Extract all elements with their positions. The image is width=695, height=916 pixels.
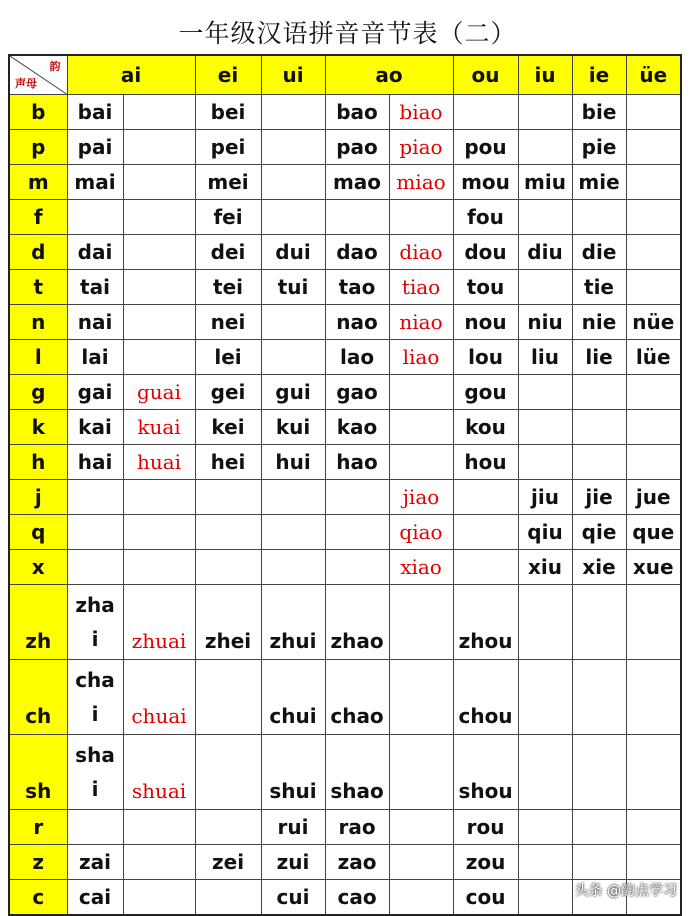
- syllable-cell: [626, 200, 681, 235]
- syllable-cell: [572, 585, 626, 660]
- syllable-cell: pai: [67, 130, 123, 165]
- syllable-cell: mei: [195, 165, 261, 200]
- syllable-cell: [325, 200, 389, 235]
- initial-cell: ch: [9, 660, 67, 735]
- table-row: [9, 585, 681, 660]
- initial-cell: p: [9, 130, 67, 165]
- syllable-cell: kao: [325, 410, 389, 445]
- syllable-cell: hou: [453, 445, 518, 480]
- page-title: 一年级汉语拼音音节表（二）: [178, 19, 517, 48]
- syllable-cell: tou: [453, 270, 518, 305]
- final-header: üe: [626, 55, 681, 95]
- syllable-cell: [123, 270, 195, 305]
- syllable-cell: [518, 845, 572, 880]
- syllable-cell: shui: [261, 735, 325, 810]
- syllable-cell: dou: [453, 235, 518, 270]
- syllable-cell: zou: [453, 845, 518, 880]
- syllable-cell: [389, 660, 453, 735]
- syllable-cell: niu: [518, 305, 572, 340]
- syllable-cell: die: [572, 235, 626, 270]
- syllable-cell: kui: [261, 410, 325, 445]
- syllable-cell: kei: [195, 410, 261, 445]
- syllable-cell: lou: [453, 340, 518, 375]
- syllable-cell: [123, 200, 195, 235]
- syllable-cell: [261, 305, 325, 340]
- syllable-cell: [626, 660, 681, 735]
- initial-cell: k: [9, 410, 67, 445]
- syllable-cell: qie: [572, 515, 626, 550]
- initial-cell: sh: [9, 735, 67, 810]
- syllable-cell: [67, 550, 123, 585]
- syllable-cell: dui: [261, 235, 325, 270]
- syllable-cell: nai: [67, 305, 123, 340]
- syllable-cell: [389, 735, 453, 810]
- syllable-cell: [572, 845, 626, 880]
- syllable-cell: xiao: [389, 550, 453, 585]
- corner-cell: [9, 55, 67, 95]
- syllable-cell: [67, 660, 123, 735]
- syllable-cell: shao: [325, 735, 389, 810]
- syllable-cell: lao: [325, 340, 389, 375]
- syllable-cell: bai: [67, 95, 123, 130]
- initial-cell: l: [9, 340, 67, 375]
- initial-cell: q: [9, 515, 67, 550]
- syllable-cell: zui: [261, 845, 325, 880]
- syllable-cell: [518, 735, 572, 810]
- syllable-cell: rui: [261, 810, 325, 845]
- syllable-cell: dao: [325, 235, 389, 270]
- syllable-cell: kuai: [123, 410, 195, 445]
- syllable-cell: miu: [518, 165, 572, 200]
- initial-cell: b: [9, 95, 67, 130]
- initial-cell: x: [9, 550, 67, 585]
- syllable-cell: dai: [67, 235, 123, 270]
- syllable-cell: [123, 305, 195, 340]
- syllable-cell: [195, 550, 261, 585]
- syllable-cell: [123, 130, 195, 165]
- table-row: [9, 95, 681, 130]
- final-header: ie: [572, 55, 626, 95]
- table-row: [9, 200, 681, 235]
- syllable-cell: [261, 165, 325, 200]
- syllable-cell: [123, 340, 195, 375]
- syllable-cell: hui: [261, 445, 325, 480]
- syllable-cell: [572, 410, 626, 445]
- syllable-cell: [518, 130, 572, 165]
- syllable-cell: hao: [325, 445, 389, 480]
- table-row: [9, 810, 681, 845]
- syllable-cell: [261, 130, 325, 165]
- initial-cell: m: [9, 165, 67, 200]
- table-row: [9, 305, 681, 340]
- final-header: ei: [195, 55, 261, 95]
- syllable-cell: piao: [389, 130, 453, 165]
- syllable-cell: [67, 200, 123, 235]
- syllable-cell: [626, 810, 681, 845]
- syllable-cell: [626, 735, 681, 810]
- syllable-cell: [518, 585, 572, 660]
- table-row: [9, 550, 681, 585]
- table-body: [9, 95, 681, 916]
- syllable-cell: pei: [195, 130, 261, 165]
- syllable-cell: cou: [453, 880, 518, 916]
- syllable-part: i: [91, 627, 99, 651]
- syllable-cell: [572, 810, 626, 845]
- syllable-cell: [389, 585, 453, 660]
- syllable-cell: [67, 585, 123, 660]
- syllable-cell: diao: [389, 235, 453, 270]
- syllable-cell: [518, 200, 572, 235]
- final-header: ui: [261, 55, 325, 95]
- syllable-cell: cui: [261, 880, 325, 916]
- syllable-cell: cao: [325, 880, 389, 916]
- syllable-cell: xie: [572, 550, 626, 585]
- syllable-cell: [195, 480, 261, 515]
- syllable-cell: zao: [325, 845, 389, 880]
- syllable-cell: fei: [195, 200, 261, 235]
- syllable-cell: huai: [123, 445, 195, 480]
- syllable-cell: lei: [195, 340, 261, 375]
- syllable-cell: [389, 445, 453, 480]
- syllable-cell: tai: [67, 270, 123, 305]
- syllable-cell: jue: [626, 480, 681, 515]
- syllable-cell: [453, 515, 518, 550]
- syllable-cell: xue: [626, 550, 681, 585]
- syllable-cell: [453, 550, 518, 585]
- syllable-cell: [195, 735, 261, 810]
- syllable-cell: [261, 550, 325, 585]
- syllable-cell: tui: [261, 270, 325, 305]
- syllable-cell: zhao: [325, 585, 389, 660]
- syllable-table: [8, 54, 682, 916]
- initial-cell: g: [9, 375, 67, 410]
- syllable-cell: fou: [453, 200, 518, 235]
- table-row: [9, 340, 681, 375]
- syllable-cell: gou: [453, 375, 518, 410]
- syllable-cell: shou: [453, 735, 518, 810]
- syllable-cell: [389, 410, 453, 445]
- syllable-cell: [67, 515, 123, 550]
- syllable-cell: [518, 810, 572, 845]
- syllable-cell: [626, 375, 681, 410]
- table-row: [9, 165, 681, 200]
- table-row: [9, 735, 681, 810]
- syllable-cell: [518, 375, 572, 410]
- syllable-cell: [123, 480, 195, 515]
- syllable-cell: [518, 660, 572, 735]
- syllable-cell: [195, 515, 261, 550]
- syllable-cell: [572, 735, 626, 810]
- syllable-cell: chao: [325, 660, 389, 735]
- syllable-cell: tiao: [389, 270, 453, 305]
- syllable-cell: [626, 845, 681, 880]
- syllable-cell: lie: [572, 340, 626, 375]
- syllable-cell: [123, 235, 195, 270]
- syllable-cell: shuai: [123, 735, 195, 810]
- header-row: [9, 55, 681, 95]
- syllable-cell: [626, 270, 681, 305]
- syllable-cell: niao: [389, 305, 453, 340]
- syllable-cell: [626, 445, 681, 480]
- syllable-cell: lüe: [626, 340, 681, 375]
- initial-cell: c: [9, 880, 67, 916]
- syllable-cell: [325, 480, 389, 515]
- syllable-cell: [453, 480, 518, 515]
- final-header: ao: [325, 55, 453, 95]
- syllable-cell: [261, 95, 325, 130]
- syllable-cell: guai: [123, 375, 195, 410]
- syllable-cell: chuai: [123, 660, 195, 735]
- syllable-cell: mou: [453, 165, 518, 200]
- syllable-cell: kou: [453, 410, 518, 445]
- syllable-cell: mai: [67, 165, 123, 200]
- syllable-part: i: [91, 777, 99, 801]
- syllable-cell: mie: [572, 165, 626, 200]
- final-header: ou: [453, 55, 518, 95]
- syllable-cell: rou: [453, 810, 518, 845]
- syllable-cell: [453, 95, 518, 130]
- syllable-cell: [572, 375, 626, 410]
- syllable-cell: [572, 200, 626, 235]
- table-row: [9, 375, 681, 410]
- syllable-part: cha: [75, 668, 115, 692]
- initial-cell: zh: [9, 585, 67, 660]
- syllable-cell: jiu: [518, 480, 572, 515]
- syllable-cell: diu: [518, 235, 572, 270]
- table-row: [9, 410, 681, 445]
- syllable-cell: pou: [453, 130, 518, 165]
- syllable-cell: [261, 200, 325, 235]
- syllable-cell: [123, 165, 195, 200]
- syllable-cell: lai: [67, 340, 123, 375]
- syllable-cell: [261, 480, 325, 515]
- syllable-cell: [626, 165, 681, 200]
- syllable-cell: jiao: [389, 480, 453, 515]
- watermark: 头条 @韵点学习: [574, 883, 677, 899]
- syllable-cell: [518, 270, 572, 305]
- table-row: [9, 845, 681, 880]
- table-row: [9, 480, 681, 515]
- syllable-cell: liao: [389, 340, 453, 375]
- syllable-cell: [123, 810, 195, 845]
- syllable-cell: [123, 95, 195, 130]
- syllable-cell: zhei: [195, 585, 261, 660]
- syllable-cell: [626, 585, 681, 660]
- syllable-cell: [325, 515, 389, 550]
- syllable-cell: hai: [67, 445, 123, 480]
- syllable-cell: zhui: [261, 585, 325, 660]
- syllable-cell: pie: [572, 130, 626, 165]
- syllable-cell: kai: [67, 410, 123, 445]
- syllable-cell: [626, 130, 681, 165]
- table-row: [9, 445, 681, 480]
- syllable-cell: pao: [325, 130, 389, 165]
- syllable-cell: nei: [195, 305, 261, 340]
- syllable-cell: que: [626, 515, 681, 550]
- initial-cell: r: [9, 810, 67, 845]
- syllable-cell: rao: [325, 810, 389, 845]
- syllable-cell: [626, 410, 681, 445]
- syllable-cell: [325, 550, 389, 585]
- syllable-cell: liu: [518, 340, 572, 375]
- syllable-cell: gai: [67, 375, 123, 410]
- corner-initial-label: 声母: [15, 77, 37, 90]
- syllable-cell: [518, 95, 572, 130]
- syllable-cell: nüe: [626, 305, 681, 340]
- syllable-cell: [195, 810, 261, 845]
- syllable-cell: [572, 660, 626, 735]
- syllable-cell: [389, 375, 453, 410]
- syllable-part: sha: [75, 743, 115, 767]
- syllable-cell: [389, 845, 453, 880]
- syllable-cell: gei: [195, 375, 261, 410]
- syllable-cell: hei: [195, 445, 261, 480]
- syllable-cell: nao: [325, 305, 389, 340]
- syllable-cell: bao: [325, 95, 389, 130]
- syllable-cell: nou: [453, 305, 518, 340]
- syllable-cell: bie: [572, 95, 626, 130]
- syllable-cell: [123, 515, 195, 550]
- syllable-cell: [626, 95, 681, 130]
- syllable-part: zha: [75, 593, 115, 617]
- syllable-cell: bei: [195, 95, 261, 130]
- syllable-cell: [123, 845, 195, 880]
- initial-cell: t: [9, 270, 67, 305]
- syllable-cell: [572, 445, 626, 480]
- syllable-cell: chui: [261, 660, 325, 735]
- syllable-cell: [389, 810, 453, 845]
- syllable-cell: [67, 735, 123, 810]
- syllable-cell: tie: [572, 270, 626, 305]
- initial-cell: z: [9, 845, 67, 880]
- syllable-cell: xiu: [518, 550, 572, 585]
- syllable-cell: miao: [389, 165, 453, 200]
- table-row: [9, 235, 681, 270]
- syllable-cell: mao: [325, 165, 389, 200]
- syllable-cell: [261, 515, 325, 550]
- syllable-cell: [389, 200, 453, 235]
- initial-cell: d: [9, 235, 67, 270]
- syllable-cell: zhou: [453, 585, 518, 660]
- corner-final-label: 韵: [49, 60, 61, 73]
- initial-cell: h: [9, 445, 67, 480]
- syllable-cell: gui: [261, 375, 325, 410]
- syllable-cell: [123, 550, 195, 585]
- final-header: ai: [67, 55, 195, 95]
- syllable-cell: biao: [389, 95, 453, 130]
- syllable-cell: zhuai: [123, 585, 195, 660]
- table-row: [9, 660, 681, 735]
- syllable-cell: zai: [67, 845, 123, 880]
- initial-cell: n: [9, 305, 67, 340]
- syllable-cell: [261, 340, 325, 375]
- syllable-cell: chou: [453, 660, 518, 735]
- initial-cell: f: [9, 200, 67, 235]
- syllable-cell: cai: [67, 880, 123, 916]
- syllable-cell: tao: [325, 270, 389, 305]
- syllable-part: i: [91, 702, 99, 726]
- syllable-cell: [518, 410, 572, 445]
- syllable-cell: jie: [572, 480, 626, 515]
- syllable-cell: tei: [195, 270, 261, 305]
- syllable-cell: zei: [195, 845, 261, 880]
- syllable-cell: qiao: [389, 515, 453, 550]
- table-row: [9, 515, 681, 550]
- syllable-cell: [67, 480, 123, 515]
- syllable-cell: dei: [195, 235, 261, 270]
- syllable-cell: [518, 445, 572, 480]
- final-header: iu: [518, 55, 572, 95]
- table-row: [9, 130, 681, 165]
- syllable-cell: nie: [572, 305, 626, 340]
- syllable-cell: [195, 660, 261, 735]
- table-row: [9, 270, 681, 305]
- syllable-cell: qiu: [518, 515, 572, 550]
- syllable-cell: [626, 235, 681, 270]
- syllable-cell: [67, 810, 123, 845]
- initial-cell: j: [9, 480, 67, 515]
- syllable-cell: gao: [325, 375, 389, 410]
